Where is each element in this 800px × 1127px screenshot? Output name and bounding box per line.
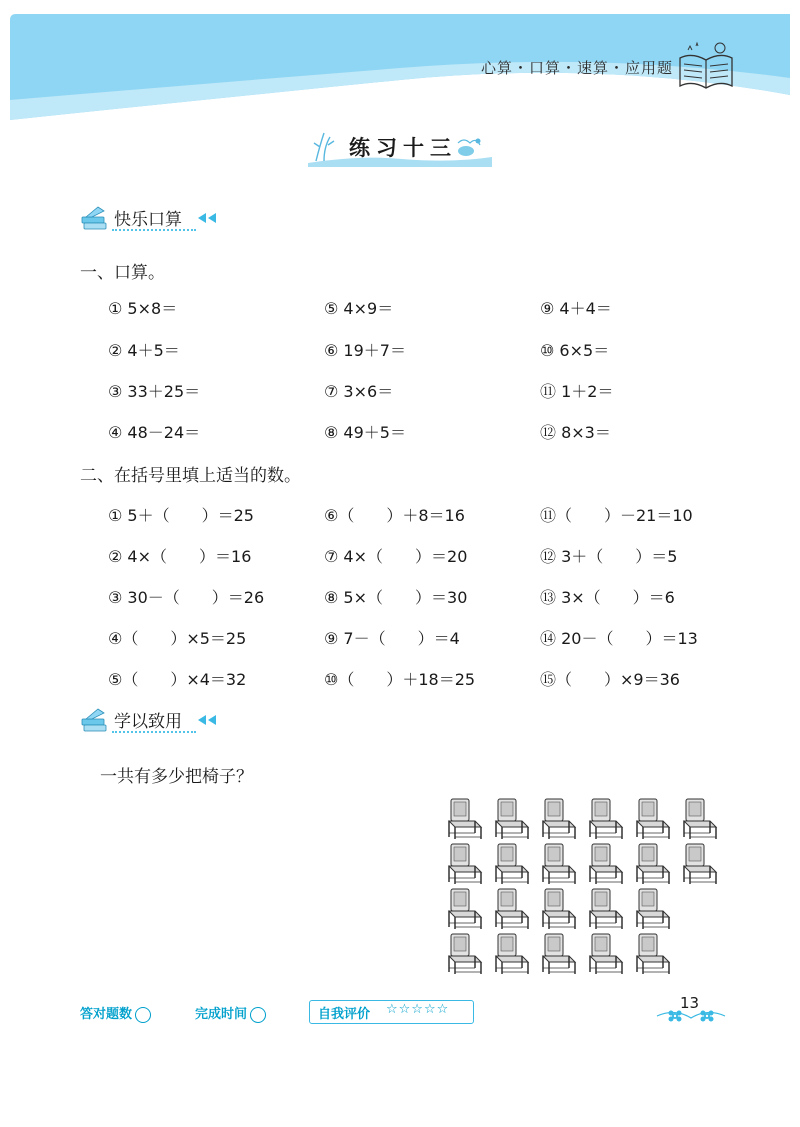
chair xyxy=(496,934,528,974)
chair xyxy=(496,799,528,839)
q2-item-1: ① 5＋（ ）＝25 xyxy=(108,506,254,525)
open-book-icon xyxy=(676,40,736,92)
section-label-mental-math: 快乐口算 xyxy=(114,210,182,230)
q2-item-10: ⑩（ ）＋18＝25 xyxy=(324,670,476,689)
chair xyxy=(590,934,622,974)
q1-item-5: ⑤ 4×9＝ xyxy=(324,299,394,318)
section-header-apply xyxy=(80,705,220,735)
q3-question: 一共有多少把椅子？ xyxy=(100,767,253,787)
double-arrow-icon xyxy=(198,715,218,725)
chair xyxy=(449,844,481,884)
chair xyxy=(543,934,575,974)
self-eval-label: 自我评价 xyxy=(318,1007,371,1022)
q1-item-7: ⑦ 3×6＝ xyxy=(324,382,394,401)
page-title: 练习十三 xyxy=(349,136,457,160)
footer-correct-count xyxy=(80,1003,151,1023)
chair xyxy=(590,844,622,884)
chair xyxy=(684,844,716,884)
chair xyxy=(449,799,481,839)
double-arrow-icon xyxy=(198,213,218,223)
q1-item-4: ④ 48－24＝ xyxy=(108,423,201,442)
q1-item-2: ② 4＋5＝ xyxy=(108,341,180,360)
q2-item-7: ⑦ 4×（ ）＝20 xyxy=(324,547,468,566)
chair xyxy=(449,934,481,974)
q2-title: 二、在括号里填上适当的数。 xyxy=(80,466,301,486)
q2-item-8: ⑧ 5×（ ）＝30 xyxy=(324,588,468,607)
q2-item-9: ⑨ 7－（ ）＝4 xyxy=(324,629,460,648)
q1-item-11: ⑪ 1＋2＝ xyxy=(540,382,614,401)
chair xyxy=(543,889,575,929)
q2-item-5: ⑤（ ）×4＝32 xyxy=(108,670,247,689)
smiley-icon xyxy=(135,1007,151,1023)
header-subject-line: 心算・口算・速算・应用题 xyxy=(481,59,674,77)
correct-count-label: 答对题数 xyxy=(80,1007,133,1022)
rating-stars: ☆☆☆☆☆ xyxy=(386,1002,450,1017)
q1-title: 一、口算。 xyxy=(80,263,165,283)
q2-item-15: ⑮（ ）×9＝36 xyxy=(540,670,680,689)
q2-item-12: ⑫ 3＋（ ）＝5 xyxy=(540,547,678,566)
books-stack-icon xyxy=(80,203,110,231)
chair xyxy=(543,799,575,839)
chair xyxy=(449,889,481,929)
q1-item-1: ① 5×8＝ xyxy=(108,299,178,318)
q2-item-2: ② 4×（ ）＝16 xyxy=(108,547,252,566)
q2-item-14: ⑭ 20－（ ）＝13 xyxy=(540,629,698,648)
chair xyxy=(637,844,669,884)
chair xyxy=(684,799,716,839)
q1-item-8: ⑧ 49＋5＝ xyxy=(324,423,406,442)
q2-item-11: ⑪（ ）－21＝10 xyxy=(540,506,693,525)
q1-item-10: ⑩ 6×5＝ xyxy=(540,341,610,360)
chair xyxy=(637,889,669,929)
q1-item-3: ③ 33＋25＝ xyxy=(108,382,201,401)
chair xyxy=(590,889,622,929)
chairs-illustration xyxy=(441,797,731,977)
q1-item-9: ⑨ 4＋4＝ xyxy=(540,299,612,318)
section-header-mental-math xyxy=(80,203,220,233)
chair xyxy=(496,889,528,929)
chair xyxy=(543,844,575,884)
q2-item-6: ⑥（ ）＋8＝16 xyxy=(324,506,465,525)
completion-time-label: 完成时间 xyxy=(195,1007,248,1022)
chair xyxy=(637,934,669,974)
chair xyxy=(637,799,669,839)
q1-item-6: ⑥ 19＋7＝ xyxy=(324,341,406,360)
chair xyxy=(590,799,622,839)
books-stack-icon xyxy=(80,705,110,733)
q2-item-13: ⑬ 3×（ ）＝6 xyxy=(540,588,675,607)
chair xyxy=(496,844,528,884)
footer-completion-time xyxy=(195,1003,266,1023)
q2-item-3: ③ 30－（ ）＝26 xyxy=(108,588,265,607)
page-number: 13 xyxy=(680,994,700,1012)
smiley-icon xyxy=(250,1007,266,1023)
q1-item-12: ⑫ 8×3＝ xyxy=(540,423,611,442)
section-underline xyxy=(112,229,196,233)
q2-item-4: ④（ ）×5＝25 xyxy=(108,629,247,648)
section-underline xyxy=(112,731,196,735)
section-label-apply: 学以致用 xyxy=(114,712,182,732)
